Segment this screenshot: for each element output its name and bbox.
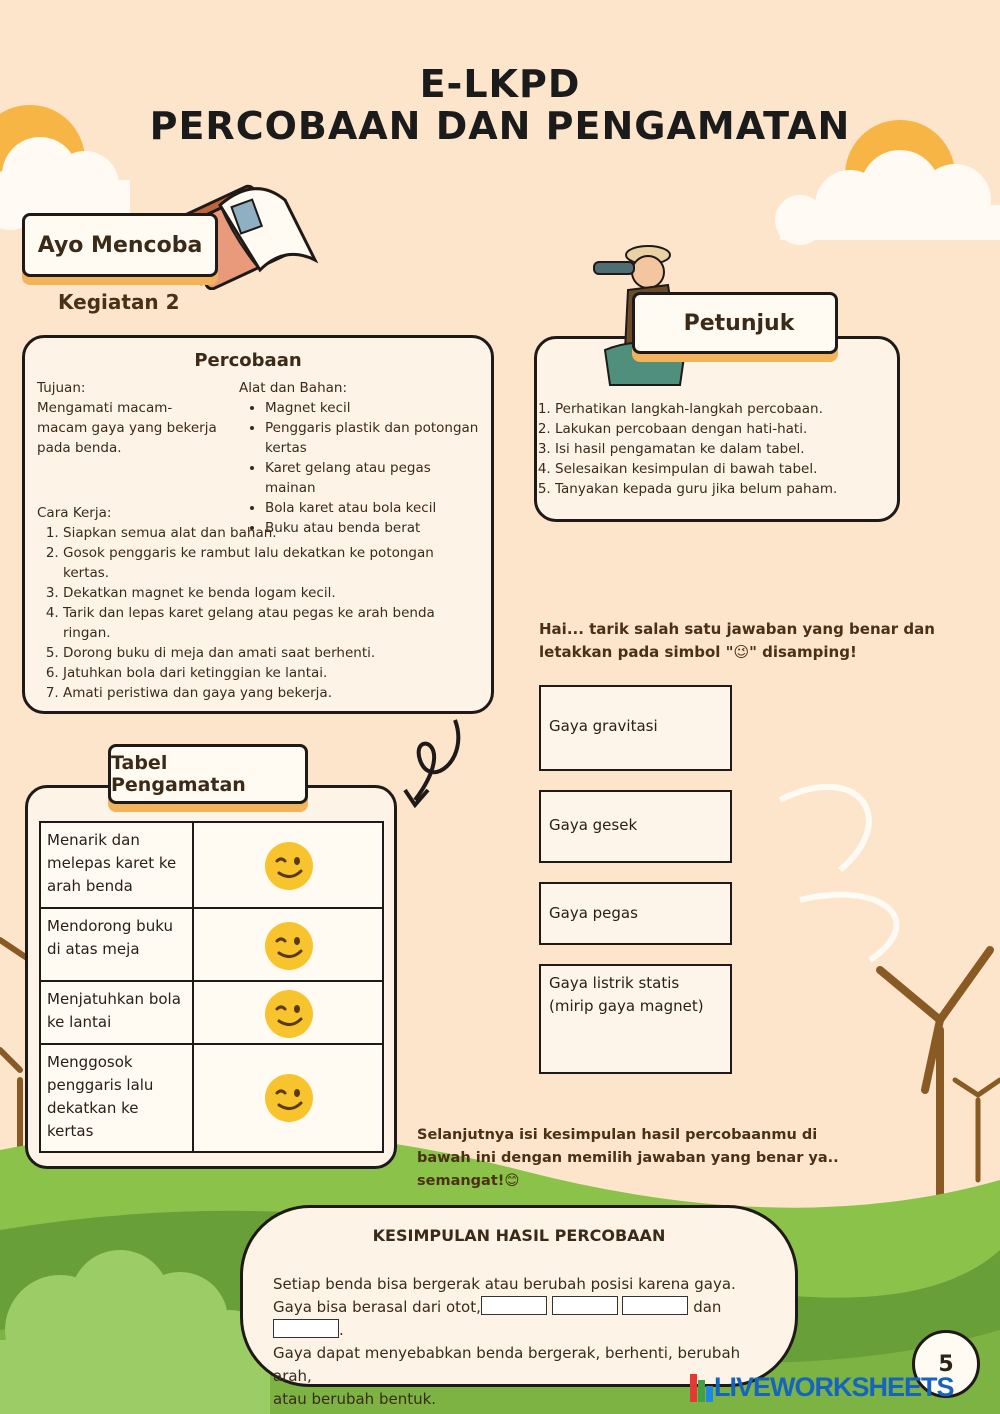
wind-swirl	[780, 787, 896, 960]
windmill-right-small	[955, 1080, 1000, 1180]
blank-input-1[interactable]	[481, 1296, 547, 1315]
cara-step: 3. Dekatkan magnet ke benda logam kecil.	[63, 583, 437, 603]
cloud-right	[775, 150, 1000, 245]
windmill-right	[880, 950, 990, 1200]
cara-step: 4. Tarik dan lepas karet gelang atau pegas ke arah benda ringan.	[63, 603, 437, 643]
page-number: 5	[938, 1351, 954, 1377]
conclusion-instruction: Selanjutnya isi kesimpulan hasil percobaanmu di bawah ini dengan memilih jawaban yang benar ya.. semangat!😊	[417, 1127, 839, 1189]
answer-gaya-gesek[interactable]: Gaya gesek	[539, 790, 732, 863]
page-title-line1: E-LKPD	[419, 62, 581, 106]
liveworksheets-logo-icon	[690, 1374, 714, 1402]
cara-step: 1. Siapkan semua alat dan bahan.	[63, 523, 437, 543]
answer-gaya-pegas[interactable]: Gaya pegas	[539, 882, 732, 945]
answer-gaya-listrik-statis[interactable]: Gaya listrik statis (mirip gaya magnet)	[539, 964, 732, 1074]
table-row-label: Menggosok penggaris lalu dekatkan ke kertas	[39, 1043, 194, 1153]
table-row-label: Mendorong buku di atas meja	[39, 907, 194, 982]
answer-gaya-gravitasi[interactable]: Gaya gravitasi	[539, 685, 732, 771]
petunjuk-tag	[632, 292, 838, 354]
petunjuk-card	[534, 336, 900, 522]
cara-step: 6. Jatuhkan bola dari ketinggian ke lantai.	[63, 663, 437, 683]
tabel-tag	[108, 744, 308, 804]
petunjuk-list	[529, 399, 895, 499]
drop-slot-4[interactable]	[192, 1043, 384, 1153]
blank-input-2[interactable]	[552, 1296, 618, 1315]
cara-list	[37, 523, 437, 703]
drop-slot-1[interactable]	[192, 821, 384, 909]
drag-instruction: Hai... tarik salah satu jawaban yang benar dan letakkan pada simbol "😉" disamping!	[539, 620, 935, 661]
liveworksheets-watermark	[690, 1372, 954, 1403]
table-row-label: Menarik dan melepas karet ke arah benda	[39, 821, 194, 909]
kesimpulan-line4: atau berubah bentuk.	[273, 1390, 437, 1408]
kegiatan-label: Kegiatan 2	[58, 290, 180, 314]
blank-input-3[interactable]	[622, 1296, 688, 1315]
percobaan-heading: Percobaan	[194, 350, 302, 371]
kesimpulan-title: KESIMPULAN HASIL PERCOBAAN	[372, 1226, 666, 1245]
percobaan-card	[22, 335, 494, 714]
petunjuk-item: 3. Isi hasil pengamatan ke dalam tabel.	[555, 439, 895, 459]
ayo-mencoba-label: Ayo Mencoba	[37, 232, 203, 258]
kesimpulan-line2-dan: dan	[693, 1298, 722, 1316]
alat-item: • Buku atau benda berat	[265, 518, 484, 538]
petunjuk-item: 5. Tanyakan kepada guru jika belum paham.	[555, 479, 895, 499]
alat-item: • Bola karet atau bola kecil	[265, 498, 484, 518]
kesimpulan-card	[240, 1205, 798, 1408]
cara-label: Cara Kerja:	[37, 505, 112, 521]
kesimpulan-line2-prefix: Gaya bisa berasal dari otot,	[273, 1298, 481, 1316]
alat-label: Alat dan Bahan:	[239, 380, 347, 396]
ayo-mencoba-tag	[22, 213, 218, 277]
petunjuk-item: 4. Selesaikan kesimpulan di bawah tabel.	[555, 459, 895, 479]
drop-slot-2[interactable]	[192, 907, 384, 982]
alat-item: • Magnet kecil	[265, 398, 484, 418]
petunjuk-item: 2. Lakukan percobaan dengan hati-hati.	[555, 419, 895, 439]
cara-step: 2. Gosok penggaris ke rambut lalu dekatkan ke potongan kertas.	[63, 543, 437, 583]
curly-arrow	[415, 720, 458, 800]
alat-item: • Penggaris plastik dan potongan kertas	[265, 418, 484, 458]
tujuan-label: Tujuan:	[37, 380, 86, 396]
tujuan-block	[37, 378, 217, 458]
page-title-line2: PERCOBAAN DAN PENGAMATAN	[149, 104, 851, 148]
cara-step: 5. Dorong buku di meja dan amati saat berhenti.	[63, 643, 437, 663]
table-row-label: Menjatuhkan bola ke lantai	[39, 980, 194, 1045]
kesimpulan-line1: Setiap benda bisa bergerak atau berubah posisi karena gaya.	[273, 1275, 736, 1293]
tabel-card	[25, 785, 397, 1169]
tujuan-text: Mengamati macam-macam gaya yang bekerja pada benda.	[37, 400, 217, 456]
wink-emoji-icon	[263, 988, 315, 1044]
kesimpulan-line2	[273, 1296, 783, 1342]
tabel-label: Tabel Pengamatan	[111, 752, 246, 796]
petunjuk-item: 1. Perhatikan langkah-langkah percobaan.	[555, 399, 895, 419]
cara-step: 7. Amati peristiwa dan gaya yang bekerja.	[63, 683, 437, 703]
blank-input-4[interactable]	[273, 1319, 339, 1338]
petunjuk-label: Petunjuk	[683, 310, 795, 336]
wink-emoji-icon	[263, 920, 315, 976]
wink-emoji-icon	[263, 840, 315, 896]
watermark-text: LIVEWORKSHEETS	[714, 1372, 954, 1402]
kesimpulan-line2-end: .	[339, 1321, 344, 1339]
kesimpulan-line3: Gaya dapat menyebabkan benda bergerak, berhenti, berubah arah,	[273, 1344, 741, 1385]
wink-emoji-icon	[263, 1072, 315, 1128]
alat-item: • Karet gelang atau pegas mainan	[265, 458, 484, 498]
cara-block	[37, 503, 437, 703]
drop-slot-3[interactable]	[192, 980, 384, 1045]
